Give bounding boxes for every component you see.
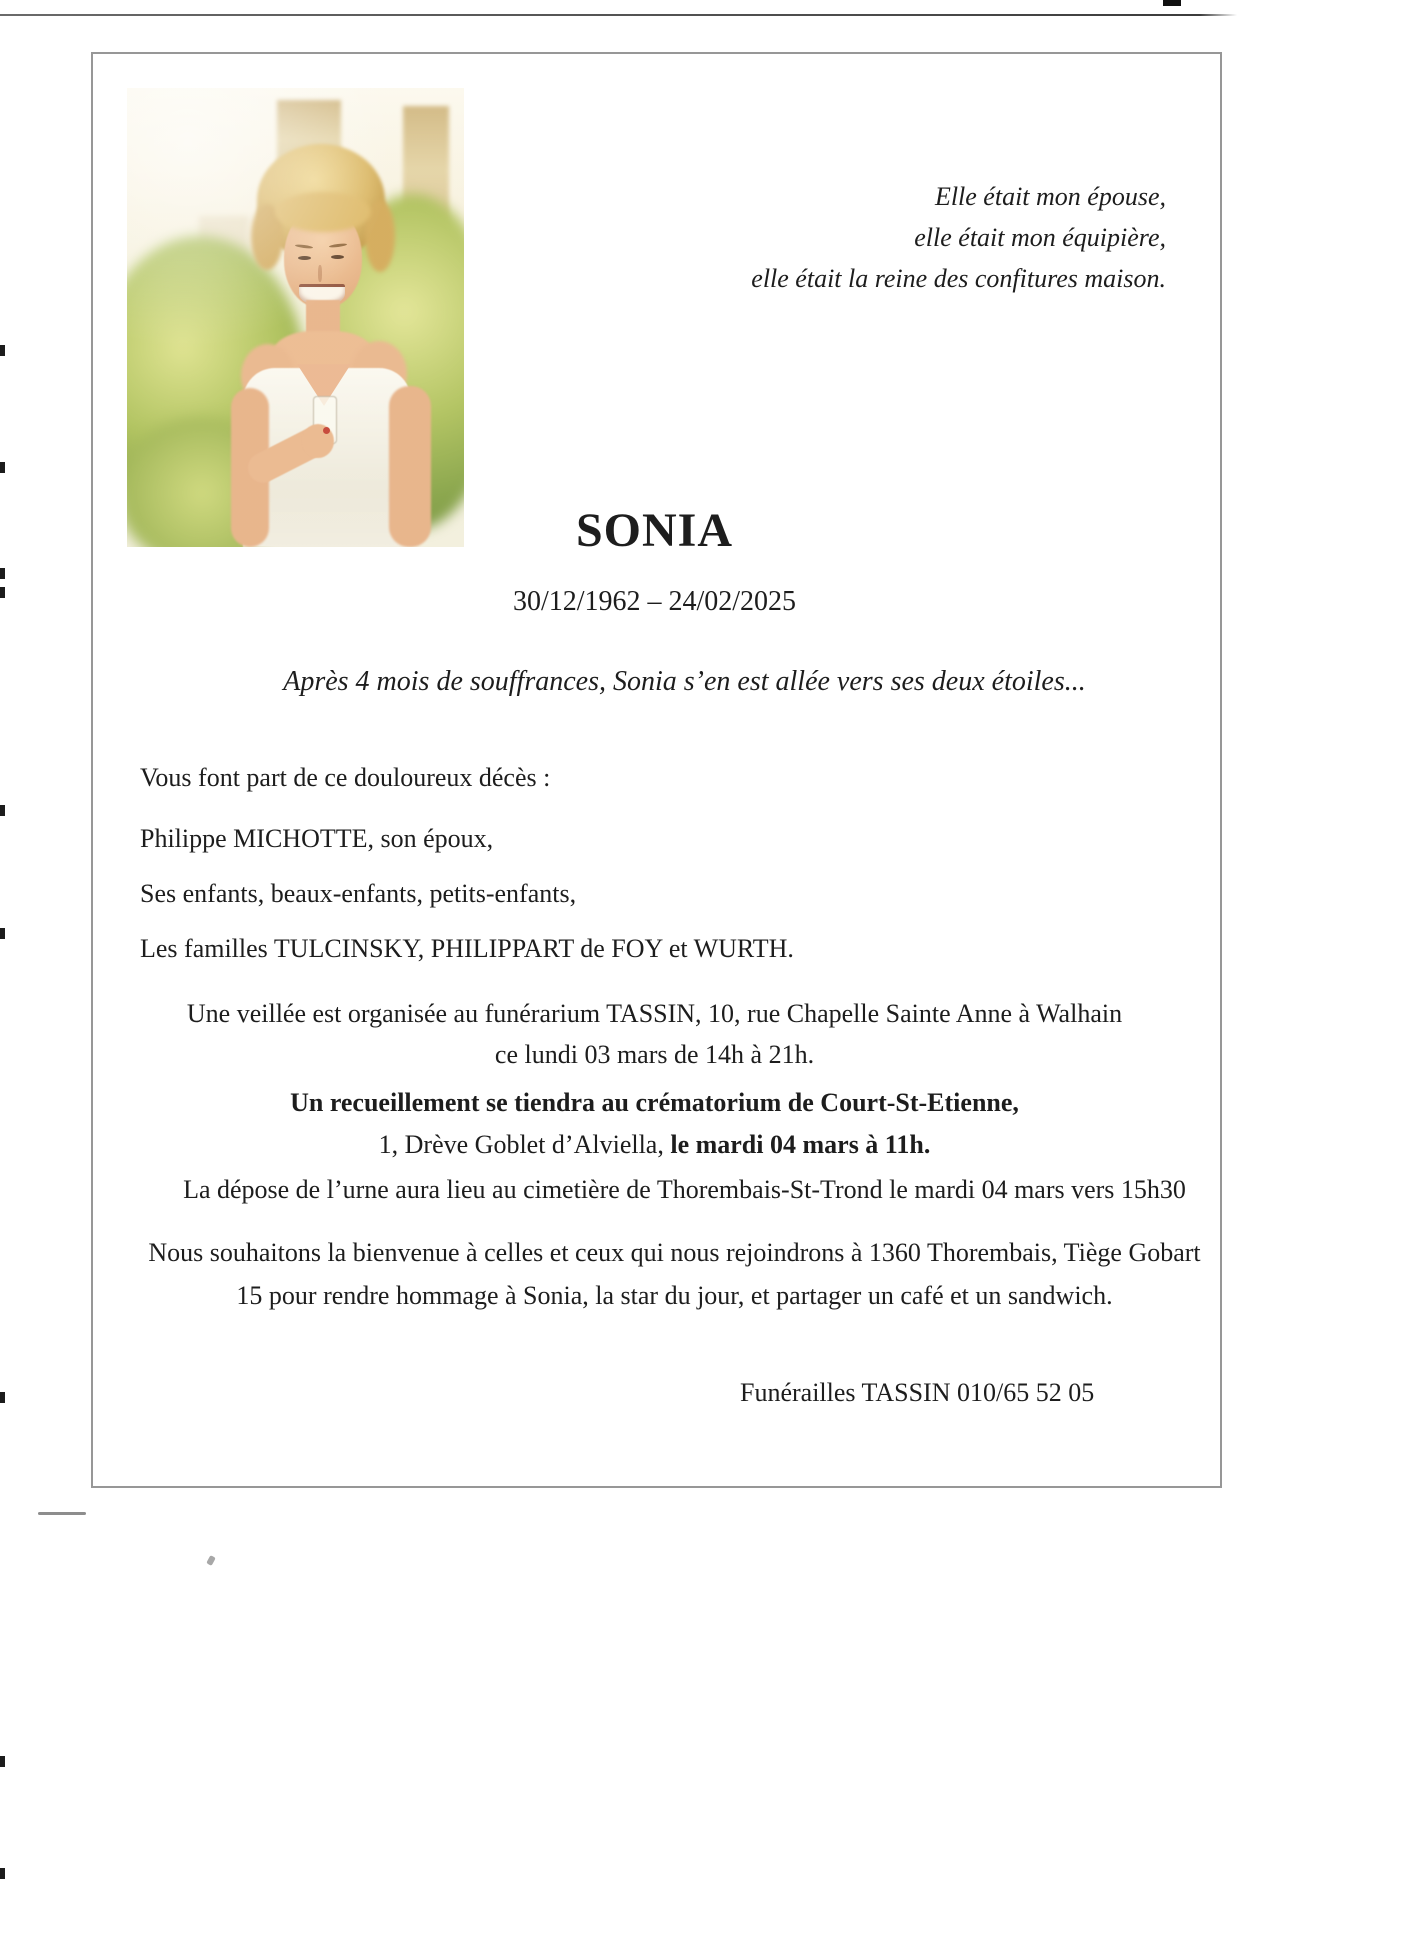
welcome-line: 15 pour rendre hommage à Sonia, la star du jour, et partager un café et un sandwich. <box>236 1281 1113 1310</box>
epitaph-line: elle était mon équipière, <box>914 223 1166 252</box>
scan-mark <box>0 587 5 598</box>
photo-light-overlay <box>127 88 464 547</box>
vigil-line: Une veillée est organisée au funérarium TASSIN, 10, rue Chapelle Sainte Anne à Walhain <box>186 999 1123 1028</box>
vigil-line: ce lundi 03 mars de 14h à 21h. <box>494 1040 815 1069</box>
gathering-line: Un recueillement se tiendra au crématorium de Court-St-Etienne, <box>290 1088 1019 1117</box>
scan-mark <box>0 1756 5 1767</box>
welcome-line: Nous souhaitons la bienvenue à celles et ceux qui nous rejoindrons à 1360 Thorembais, Tiège Gobart <box>148 1238 1201 1267</box>
announcement-intro: Vous font part de ce douloureux décès : <box>140 763 551 792</box>
scan-mark <box>206 1555 216 1566</box>
gathering-paragraph <box>91 1082 1218 1166</box>
scan-mark <box>0 462 5 473</box>
epitaph-block <box>751 176 1166 299</box>
epitaph-line: Elle était mon épouse, <box>934 182 1166 211</box>
family-member-line: Ses enfants, beaux-enfants, petits-enfants, <box>140 879 577 908</box>
family-member-line: Philippe MICHOTTE, son époux, <box>140 824 494 853</box>
scan-edge-line <box>0 14 1237 16</box>
scan-mark <box>0 1392 5 1403</box>
scan-mark <box>0 568 5 579</box>
family-member-line: Les familles TULCINSKY, PHILIPPART de FOY et WURTH. <box>140 934 794 963</box>
urn-deposit-line: La dépose de l’urne aura lieu au cimetière de Thorembais-St-Trond le mardi 04 mars vers 15h30 <box>183 1175 1186 1204</box>
scan-mark <box>0 928 5 939</box>
vigil-paragraph <box>91 993 1218 1075</box>
elegy-line: Après 4 mois de souffrances, Sonia s’en est allée vers ses deux étoiles... <box>283 666 1086 697</box>
deceased-name: SONIA <box>575 504 734 557</box>
gathering-datetime: le mardi 04 mars à 11h. <box>670 1130 931 1159</box>
scan-mark <box>1163 0 1181 6</box>
welcome-paragraph <box>111 1231 1238 1317</box>
gathering-line <box>91 1124 1218 1166</box>
scan-mark <box>0 1868 5 1879</box>
scan-mark <box>38 1512 86 1515</box>
scan-mark <box>0 345 5 356</box>
scan-mark <box>0 805 5 816</box>
funeral-home-contact: Funérailles TASSIN 010/65 52 05 <box>740 1378 1095 1407</box>
portrait-photo <box>127 88 464 547</box>
epitaph-line: elle était la reine des confitures maison. <box>751 264 1166 293</box>
birth-death-dates: 30/12/1962 – 24/02/2025 <box>512 586 797 617</box>
gathering-address: 1, Drève Goblet d’Alviella, <box>378 1130 671 1159</box>
